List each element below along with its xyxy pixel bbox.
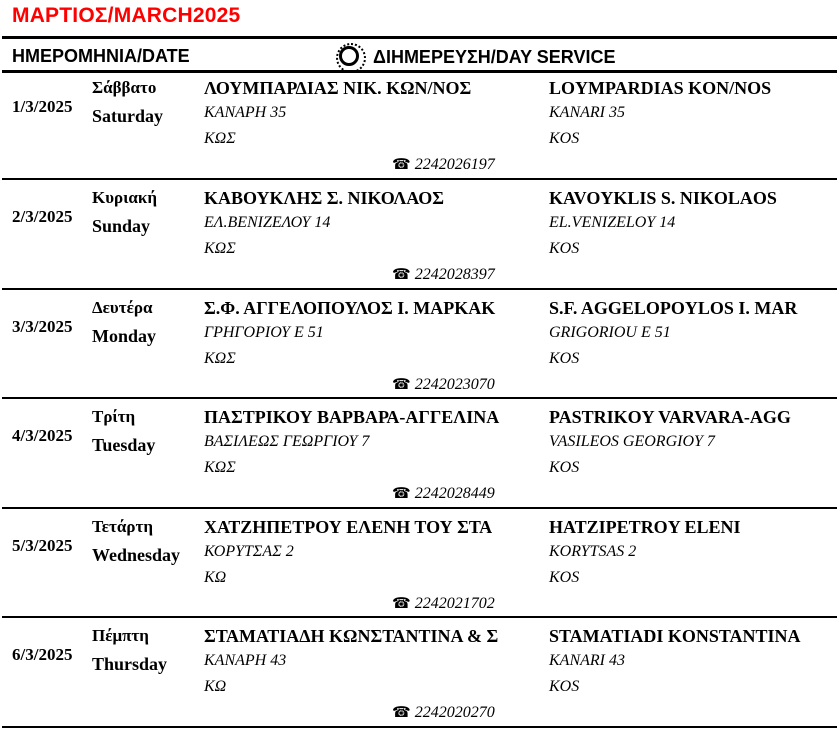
- address-english: KORYTSAS 2: [549, 543, 637, 560]
- service-column-header: [339, 46, 615, 68]
- table-row: [0, 624, 837, 732]
- address-english: GRIGORIOU E 51: [549, 324, 671, 341]
- city-greek: ΚΩΣ: [204, 130, 236, 147]
- city-greek: ΚΩΣ: [204, 240, 236, 257]
- phone-value: 2242028397: [414, 266, 495, 283]
- row-day-greek: Σάββατο: [92, 78, 157, 97]
- row-day-greek: Κυριακή: [92, 188, 157, 207]
- phone-icon: ☎: [392, 157, 411, 173]
- phone-number: [392, 265, 495, 284]
- address-greek: ΚΑΝΑΡΗ 35: [204, 104, 287, 121]
- pharmacy-name-english: PASTRIKOY VARVARA-AGG: [549, 407, 791, 427]
- row-divider: [2, 178, 837, 180]
- city-greek: ΚΩ: [204, 569, 227, 586]
- city-english: KOS: [549, 459, 580, 476]
- phone-number: [392, 703, 495, 722]
- pharmacy-name-greek: ΠΑΣΤΡΙΚΟΥ ΒΑΡΒΑΡΑ-ΑΓΓΕΛΙΝΑ: [204, 407, 500, 427]
- row-day-english: Thursday: [92, 654, 168, 674]
- city-english: KOS: [549, 569, 580, 586]
- phone-value: 2242023070: [414, 376, 495, 393]
- pharmacy-name-english: KAVOYKLIS S. NIKOLAOS: [549, 188, 777, 208]
- phone-value: 2242021702: [414, 595, 495, 612]
- row-divider: [2, 507, 837, 509]
- phone-value: 2242028449: [414, 485, 495, 502]
- table-row: [0, 186, 837, 294]
- address-english: VASILEOS GEORGIOY 7: [549, 433, 715, 450]
- address-greek: ΓΡΗΓΟΡΙΟΥ Ε 51: [204, 324, 324, 341]
- row-date: 2/3/2025: [12, 207, 73, 226]
- header-top-rule: [2, 36, 837, 39]
- pharmacy-name-english: S.F. AGGELOPOYLOS I. MAR: [549, 298, 798, 318]
- city-greek: ΚΩ: [204, 678, 227, 695]
- city-english: KOS: [549, 240, 580, 257]
- page-title: ΜΑΡΤΙΟΣ/MARCH2025: [12, 4, 241, 27]
- city-greek: ΚΩΣ: [204, 350, 236, 367]
- address-greek: ΕΛ.ΒΕΝΙΖΕΛΟΥ 14: [204, 214, 331, 231]
- row-day-english: Monday: [92, 326, 157, 346]
- row-divider: [2, 397, 837, 399]
- date-column-header: ΗΜΕΡΟΜΗΝΙΑ/DATE: [12, 46, 190, 66]
- pharmacy-name-greek: ΣΤΑΜΑΤΙΑΔΗ ΚΩΝΣΤΑΝΤΙΝΑ & Σ: [204, 626, 499, 646]
- phone-icon: ☎: [392, 705, 411, 721]
- phone-number: [392, 375, 495, 394]
- row-day-greek: Πέμπτη: [92, 626, 149, 645]
- city-english: KOS: [549, 130, 580, 147]
- address-greek: ΚΟΡΥΤΣΑΣ 2: [204, 543, 294, 560]
- pharmacy-name-greek: Σ.Φ. ΑΓΓΕΛΟΠΟΥΛΟΣ Ι. ΜΑΡΚΑΚ: [204, 298, 496, 318]
- phone-icon: ☎: [392, 377, 411, 393]
- row-date: 3/3/2025: [12, 317, 73, 336]
- row-day-english: Tuesday: [92, 435, 156, 455]
- address-english: EL.VENIZELOY 14: [549, 214, 676, 231]
- row-day-english: Sunday: [92, 216, 151, 236]
- pharmacy-name-english: LOYMPARDIAS KON/NOS: [549, 78, 772, 98]
- address-english: KANARI 43: [549, 652, 625, 669]
- row-day-english: Wednesday: [92, 545, 181, 565]
- address-greek: ΚΑΝΑΡΗ 43: [204, 652, 287, 669]
- pharmacy-name-greek: ΛΟΥΜΠΑΡΔΙΑΣ ΝΙΚ. ΚΩΝ/ΝΟΣ: [204, 78, 472, 98]
- row-day-english: Saturday: [92, 106, 164, 126]
- row-day-greek: Τρίτη: [92, 407, 136, 426]
- sun-icon: [339, 46, 359, 66]
- phone-value: 2242020270: [414, 704, 495, 721]
- header-bottom-rule: [2, 70, 837, 73]
- pharmacy-name-english: STAMATIADI KONSTANTINA: [549, 626, 801, 646]
- table-row: [0, 76, 837, 184]
- city-greek: ΚΩΣ: [204, 459, 236, 476]
- pharmacy-name-english: HATZIPETROY ELENI: [549, 517, 741, 537]
- row-date: 5/3/2025: [12, 536, 73, 555]
- row-date: 1/3/2025: [12, 97, 73, 116]
- address-greek: ΒΑΣΙΛΕΩΣ ΓΕΩΡΓΙΟΥ 7: [204, 433, 370, 450]
- table-row: [0, 515, 837, 623]
- city-english: KOS: [549, 678, 580, 695]
- row-divider: [2, 726, 837, 728]
- table-row: [0, 296, 837, 404]
- row-day-greek: Δευτέρα: [92, 298, 153, 317]
- phone-icon: ☎: [392, 267, 411, 283]
- city-english: KOS: [549, 350, 580, 367]
- row-divider: [2, 288, 837, 290]
- service-label: ΔΙΗΜΕΡΕΥΣΗ/DAY SERVICE: [373, 47, 616, 67]
- address-english: KANARI 35: [549, 104, 625, 121]
- row-day-greek: Τετάρτη: [92, 517, 153, 536]
- phone-icon: ☎: [392, 596, 411, 612]
- phone-number: [392, 484, 495, 503]
- table-header: [0, 46, 837, 70]
- phone-value: 2242026197: [414, 156, 495, 173]
- row-divider: [2, 616, 837, 618]
- phone-number: [392, 155, 495, 174]
- row-date: 6/3/2025: [12, 645, 73, 664]
- pharmacy-name-greek: ΚΑΒΟΥΚΛΗΣ Σ. ΝΙΚΟΛΑΟΣ: [204, 188, 445, 208]
- pharmacy-name-greek: ΧΑΤΖΗΠΕΤΡΟΥ ΕΛΕΝΗ ΤΟΥ ΣΤΑ: [204, 517, 493, 537]
- row-date: 4/3/2025: [12, 426, 73, 445]
- phone-number: [392, 594, 495, 613]
- table-row: [0, 405, 837, 513]
- phone-icon: ☎: [392, 486, 411, 502]
